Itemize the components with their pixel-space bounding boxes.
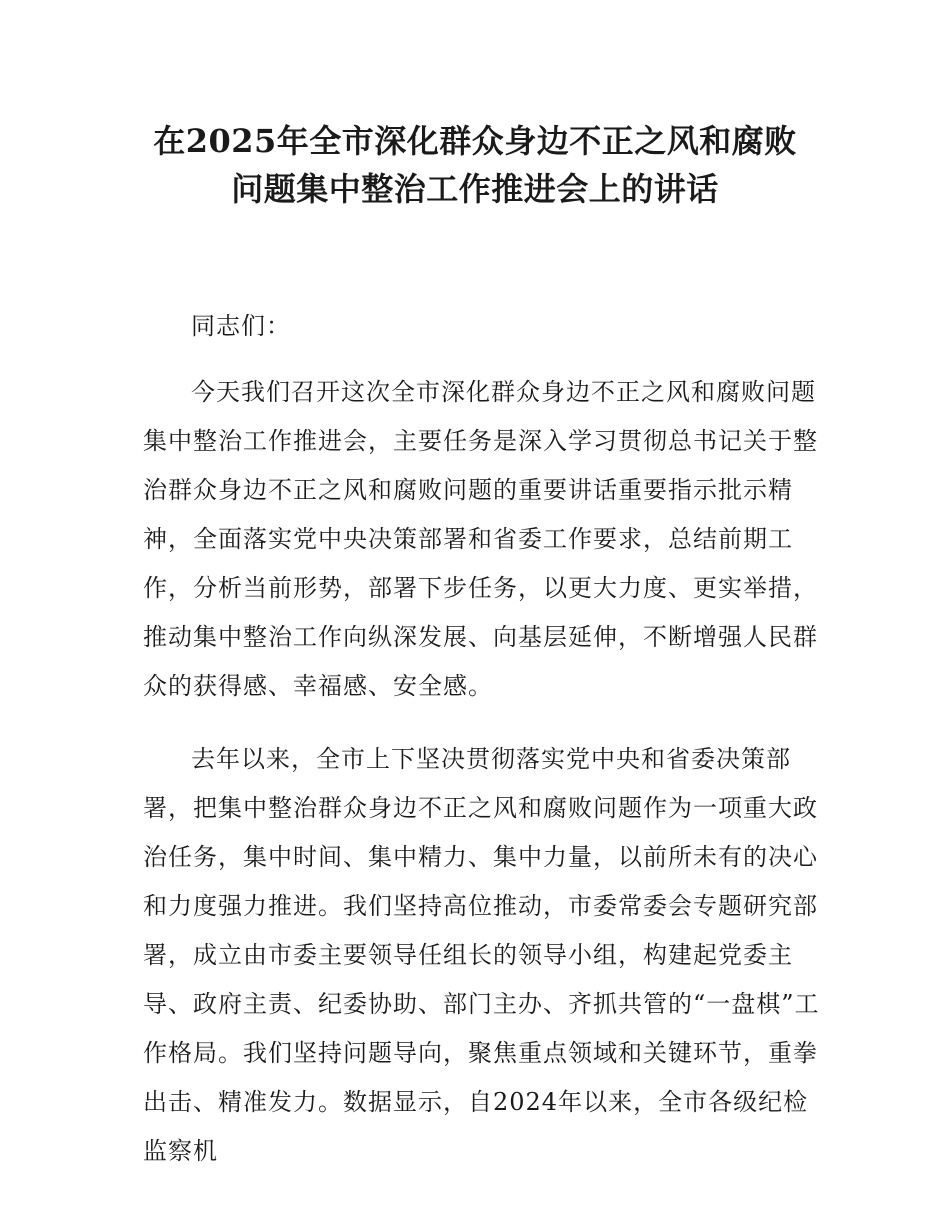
document-title-line-2: 问题集中整治工作推进会上的讲话 — [231, 170, 719, 208]
body-paragraph-1: 今天我们召开这次全市深化群众身边不正之风和腐败问题集中整治工作推进会，主要任务是深入学习贯彻总书记关于整治群众身边不正之风和腐败问题的重要讲话重要指示批示精神，全面落实党中央决策部署和省委工作要求，总结前期工作，分析当前形势，部署下步任务，以更大力度、更实举措，推动集中整治工作向纵深发展、向基层延伸，不断增强人民群众的获得感、幸福感、安全感。 — [143, 378, 818, 700]
body-paragraph-2: 去年以来，全市上下坚决贯彻落实党中央和省委决策部署，把集中整治群众身边不正之风和腐败问题作为一项重大政治任务，集中时间、集中精力、集中力量，以前所未有的决心和力度强力推进。我们坚持高位推动，市委常委会专题研究部署，成立由市委主要领导任组长的领导小组，构建起党委主导、政府主责、纪委协助、部门主办、齐抓共管的“一盘棋”工作格局。我们坚持问题导向，聚焦重点领域和关键环节，重拳出击、精准发力。数据显示，自2024年以来，全市各级纪检监察机 — [143, 745, 820, 1165]
document-title-line-1: 在2025年全市深化群众身边不正之风和腐败 — [153, 122, 797, 160]
salutation: 同志们： — [191, 312, 291, 340]
